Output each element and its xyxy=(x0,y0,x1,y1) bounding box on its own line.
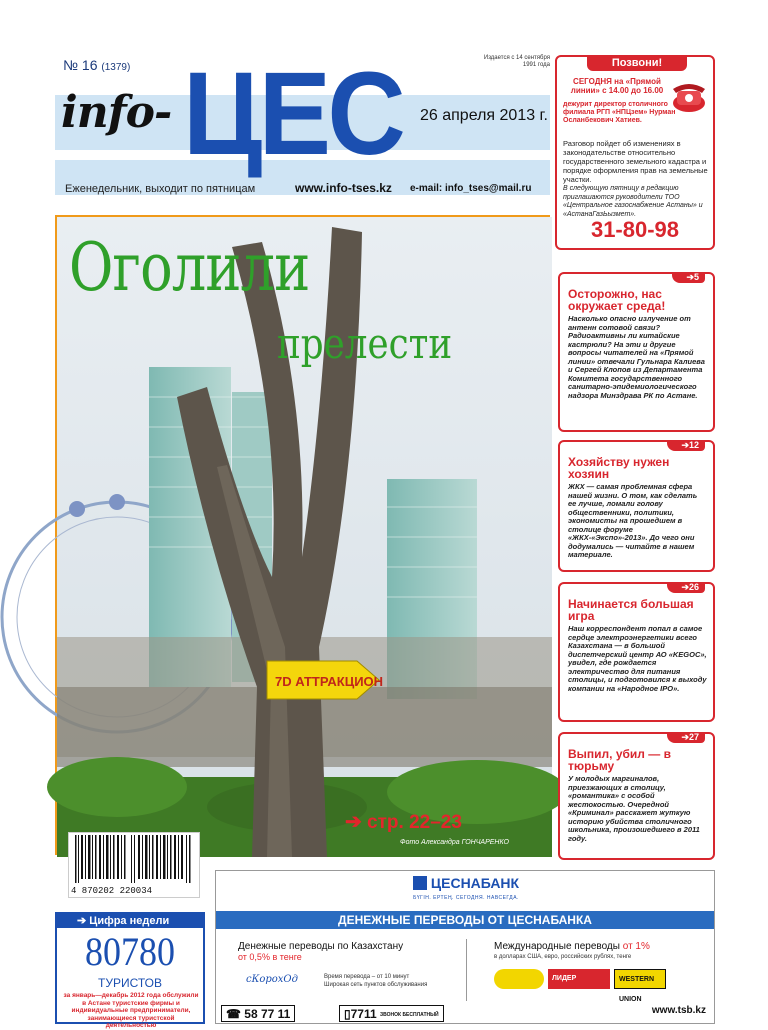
cover-photo-illustration xyxy=(57,217,552,857)
figure-of-the-week xyxy=(55,912,205,1029)
ad-banner: ДЕНЕЖНЫЕ ПЕРЕВОДЫ ОТ ЦЕСНАБАНКА xyxy=(216,911,714,929)
article-summary: ЖКХ — самая проблемная сфера нашей жизни. О том, как сделать ее лучше, ломали голову общественники, политики, экономисты на прошедшем в столице форуме «ЖКХ-«Экспо»-2013». До чего они додумались — читайте в нашем материале. xyxy=(568,482,698,559)
bank-website[interactable]: www.tsb.kz xyxy=(651,1005,706,1016)
figure-description: за январь—декабрь 2012 года обслужили в Астане туристские фирмы и индивидуальные предприниматели, занимающиеся туристской деятельностью xyxy=(63,992,199,1029)
partner-logo-1 xyxy=(494,969,544,989)
article-title: Начинается большая игра xyxy=(568,597,694,623)
arrow-right-icon: ➔ xyxy=(345,811,362,833)
article-summary: Насколько опасно излучение от антенн сотовой связи? Радиоактивны ли китайские кастрюли? На эти и другие вопросы читателей на «Прямой линии» отвечали Гульнара Калиева и Сергей Клопов из Департамента Комитета государственного санитарно-эпидемиологического надзора Минздрава РК по Астане. xyxy=(568,314,705,400)
masthead xyxy=(55,48,550,205)
hotline-phone-number[interactable]: 31-80-98 xyxy=(590,217,680,242)
article-summary: У молодых маргиналов, приезжающих в столицу, «романтика» с особой жестокостью. Очередной «Криминал» расскажет жуткую историю убийства столичного школьника, произошедшего в 2011 году. xyxy=(568,774,700,843)
article-teaser[interactable] xyxy=(558,272,715,432)
international-currencies: в долларах США, евро, российских рублях, тенге xyxy=(494,954,632,960)
article-teaser[interactable] xyxy=(558,440,715,572)
ad-contacts xyxy=(221,1005,711,1023)
issue-number: № 16 (1379) xyxy=(63,57,131,73)
bank-phone[interactable]: ☎ 58 77 11 xyxy=(221,1005,295,1022)
mobile-phone-icon: ▯ xyxy=(344,1007,351,1021)
lider-logo: ЛИДЕР xyxy=(548,969,610,989)
partner-logos xyxy=(494,969,670,1003)
domestic-transfers-title: Денежные переводы по Казахстану xyxy=(238,941,404,952)
hotline-guest: дежурит директор столичного филиала РГП «НПЦзем» Нурман Осланбекович Хатиев. xyxy=(563,101,676,124)
logo-prefix: info- xyxy=(61,87,172,138)
figure-label: ➔ Цифра недели xyxy=(57,914,203,928)
headline-line1: Оголили xyxy=(69,229,310,306)
figure-unit: ТУРИСТОВ xyxy=(98,976,162,990)
hotline-title: Позвони! xyxy=(587,55,687,71)
bank-advertisement[interactable] xyxy=(215,870,715,1024)
skorokhod-logo: сКорохОд xyxy=(246,974,298,985)
article-teaser[interactable] xyxy=(558,582,715,722)
attraction-sign-text: 7D АТТРАКЦИОН xyxy=(275,674,384,689)
bank-slogan: БҮГІН. ЕРТЕҢ. СЕГОДНЯ. НАВСЕГДА. xyxy=(413,895,519,901)
barcode xyxy=(68,832,200,898)
publication-frequency: Еженедельник, выходит по пятницам xyxy=(65,183,256,195)
arrow-right-icon: ➔ xyxy=(77,915,90,927)
headline-line2: прелести xyxy=(277,319,453,368)
bank-logo-icon xyxy=(413,876,427,890)
email-link[interactable]: e-mail: info_tses@mail.ru xyxy=(410,183,532,194)
website-link[interactable]: www.info-tses.kz xyxy=(295,181,392,195)
page-reference: ➔27 xyxy=(667,732,705,743)
barcode-digits: 4 870202 220034 xyxy=(71,886,153,896)
figure-number: 80780 xyxy=(85,929,175,974)
page-reference: ➔26 xyxy=(667,582,705,593)
bank-logo: ЦЕСНАБАНК xyxy=(216,875,716,893)
photo-credit: Фото Александра ГОНЧАРЕНКО xyxy=(400,839,509,846)
issue-date: 26 апреля 2013 г. xyxy=(420,107,548,124)
page-reference: ➔5 xyxy=(672,272,705,283)
western-union-logo: WESTERN UNION xyxy=(614,969,666,989)
hotline-schedule: СЕГОДНЯ на «Прямой линии» с 14.00 до 16.00 xyxy=(570,77,664,95)
article-summary: Наш корреспондент попал в самое сердце электроэнергетики всего Казахстана — в большой диспетчерский центр АО «KEGOC», увидел, где рождается электричество для питания столицы, и подготовился к выходу компании на «Народное IPO». xyxy=(568,624,707,693)
hotline-next-week: В следующую пятницу в редакцию приглашаются руководители ТОО «Центральное газоснабжение Астаны» и «АстанаГазЬызмет». xyxy=(563,185,703,218)
article-title: Хозяйству нужен хозяин xyxy=(568,455,670,481)
international-transfers xyxy=(494,941,724,960)
bank-short-number[interactable]: ▯7711 ЗВОНОК БЕСПЛАТНЫЙ xyxy=(339,1005,444,1022)
cover-photo xyxy=(55,215,550,855)
hotline-box xyxy=(555,55,715,250)
article-title: Выпил, убил — в тюрьму xyxy=(568,747,671,773)
article-title: Осторожно, нас окружает среда! xyxy=(568,287,666,313)
telephone-icon: ☎ xyxy=(226,1007,245,1021)
page-reference: ➔12 xyxy=(667,440,705,451)
ad-divider xyxy=(466,939,467,1001)
newspaper-logo: ЦЕС xyxy=(183,48,403,180)
story-page-reference[interactable]: ➔ стр. 22–23 xyxy=(345,811,462,833)
domestic-transfers-rate: от 0,5% в тенге xyxy=(238,952,302,962)
hotline-topic: Разговор пойдет об изменениях в законодательстве относительно государственного земельного кадастра и порядке оформления прав на земельные участки. xyxy=(563,139,708,184)
barcode-bars xyxy=(69,833,199,885)
domestic-transfers xyxy=(238,941,468,962)
domestic-features: Время перевода – от 10 минут Широкая сеть пунктов обслуживания xyxy=(324,974,428,988)
article-teaser[interactable] xyxy=(558,732,715,860)
published-since: Издается с 14 сентября 1991 года xyxy=(483,55,550,68)
international-transfers-title: Международные переводы от 1% xyxy=(494,941,650,952)
